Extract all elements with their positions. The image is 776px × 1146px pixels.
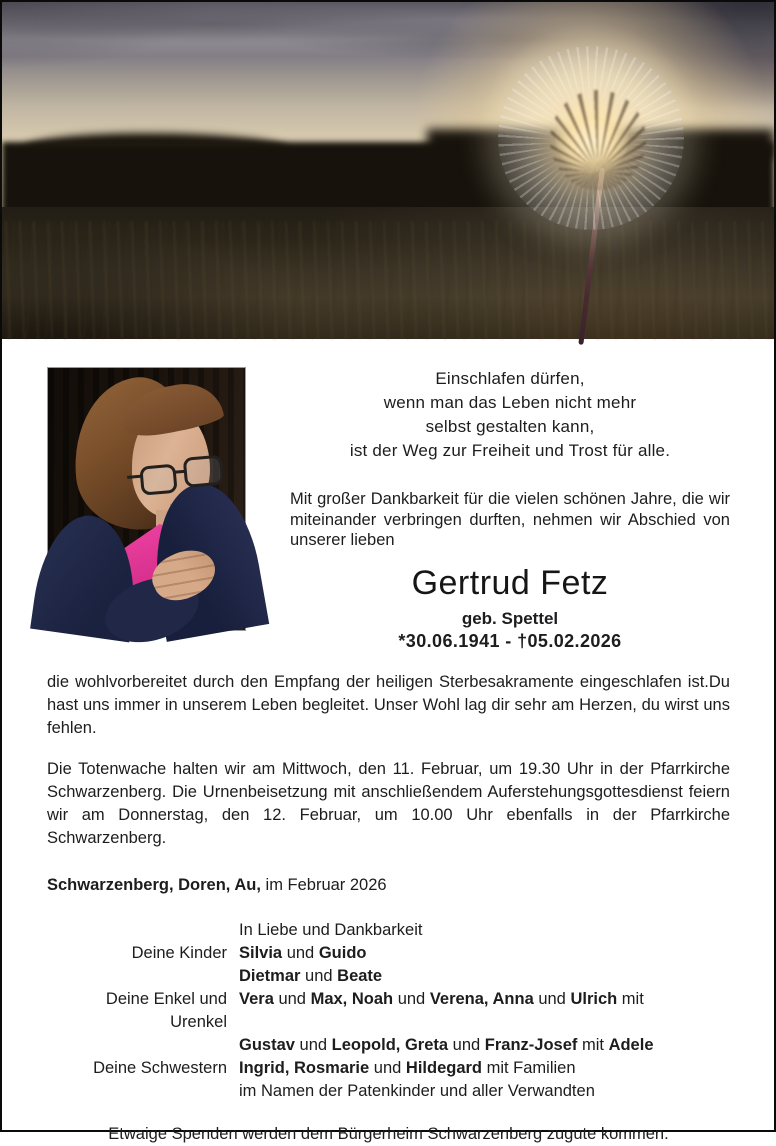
- month-year: im Februar 2026: [260, 875, 387, 894]
- family-names: Ingrid, Rosmarie und Hildegard mit Familien: [239, 1058, 576, 1077]
- family-role-label: [47, 965, 227, 988]
- family-row: [47, 965, 730, 988]
- portrait-and-intro-row: [47, 367, 730, 652]
- family-role-label: Deine Schwestern: [93, 1058, 227, 1077]
- deceased-name: Gertrud Fetz: [411, 563, 609, 602]
- family-names: In Liebe und Dankbarkeit: [239, 920, 423, 939]
- memorial-poem: [290, 367, 730, 463]
- family-row: [47, 919, 730, 942]
- poem-line: selbst gestalten kann,: [425, 417, 595, 436]
- family-names: Gustav und Leopold, Greta und Franz-Josef mit Adele: [239, 1035, 654, 1054]
- family-role-label: [47, 1080, 227, 1103]
- family-row: [47, 1080, 730, 1103]
- mourners-list: [47, 919, 730, 1103]
- farewell-intro-text: Mit großer Dankbarkeit für die vielen schönen Jahre, die wir miteinander verbringen durften, nehmen wir Abschied von unserer lieben: [290, 490, 730, 549]
- family-row: [47, 1034, 730, 1057]
- family-role-label: [47, 919, 227, 942]
- glasses-lens: [183, 455, 224, 488]
- intro-column: [290, 367, 730, 652]
- maiden-name: geb. Spettel: [461, 608, 559, 628]
- family-names: Silvia und Guido: [239, 943, 367, 962]
- family-role-label: Deine Kinder: [131, 943, 227, 962]
- birth-death-dates: *30.06.1941 - †05.02.2026: [398, 630, 622, 651]
- glasses-lens: [139, 464, 177, 496]
- obituary-paragraph: die wohlvorbereitet durch den Empfang der heiligen Sterbesakramente eingeschlafen ist.Du hast uns immer in unserem Leben begleitet. Unser Wohl lag dir sehr am Herzen, du wirst uns fehlen.: [47, 672, 730, 737]
- sunset-dandelion-photo: [2, 2, 774, 339]
- family-names: im Namen der Patenkinder und aller Verwandten: [239, 1081, 595, 1100]
- family-names: Dietmar und Beate: [239, 966, 383, 985]
- grass-texture: [2, 221, 774, 339]
- dandelion-seeds: [550, 90, 646, 190]
- poem-line: ist der Weg zur Freiheit und Trost für alle.: [349, 441, 671, 460]
- family-role-label: Deine Enkel und Urenkel: [105, 989, 227, 1031]
- family-row: [47, 988, 730, 1034]
- place-date-line: [47, 874, 730, 897]
- family-row: [47, 1057, 730, 1080]
- family-role-label: [47, 1034, 227, 1057]
- poem-line: wenn man das Leben nicht mehr: [383, 393, 637, 412]
- deceased-portrait-photo: [47, 367, 246, 631]
- funeral-details-paragraph: Die Totenwache halten wir am Mittwoch, den 11. Februar, um 19.30 Uhr in der Pfarrkirche Schwarzenberg. Die Urnenbeisetzung mit anschließendem Auferstehungsgottesdienst feiern wir am Donnerstag, den 12. Februar, um 10.00 Uhr ebenfalls in der Pfarrkirche Schwarzenberg.: [47, 759, 730, 847]
- donation-note: Etwaige Spenden werden dem Bürgerheim Schwarzenberg zugute kommen.: [108, 1124, 669, 1143]
- card-body: [2, 367, 774, 1146]
- poem-line: Einschlafen dürfen,: [435, 369, 585, 388]
- family-names: Vera und Max, Noah und Verena, Anna und Ulrich mit: [239, 989, 644, 1008]
- family-row: [47, 942, 730, 965]
- place-names: Schwarzenberg, Doren, Au,: [47, 875, 261, 894]
